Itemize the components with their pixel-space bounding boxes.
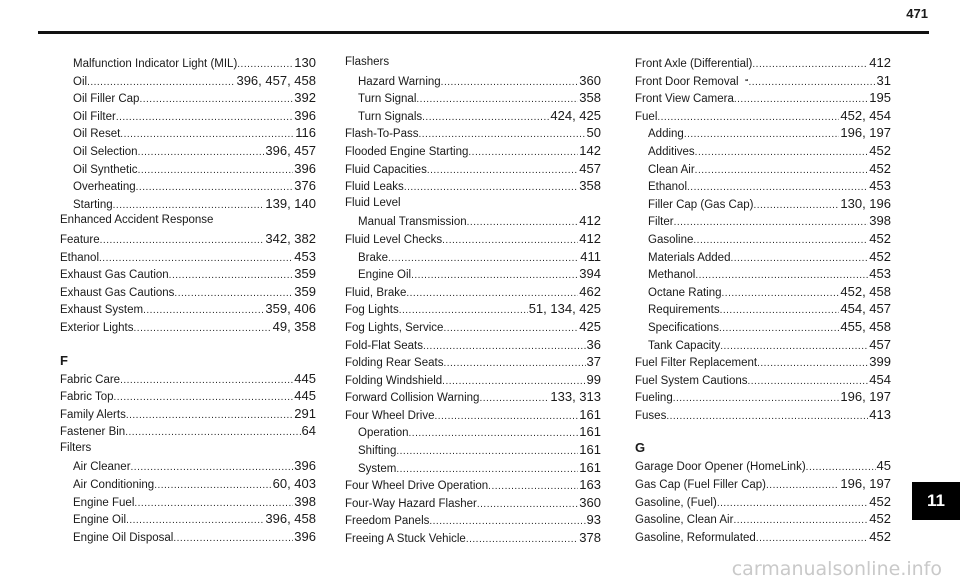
page-reference: 457 — [869, 336, 891, 352]
index-entry — [635, 475, 891, 493]
page-reference: 49, 358 — [272, 318, 316, 334]
entry-label: Flooded Engine Starting — [345, 145, 469, 158]
index-entry — [635, 406, 891, 424]
index-subentry — [60, 493, 316, 511]
index-subentry — [345, 89, 601, 107]
page-reference: 452 — [869, 230, 891, 246]
index-entry — [345, 476, 601, 494]
page-reference: 452 — [869, 493, 891, 509]
entry-label: Oil Reset — [73, 128, 121, 141]
entry-label: Requirements — [648, 304, 720, 317]
page-reference: 359, 406 — [265, 301, 316, 317]
page-reference: 359 — [294, 283, 316, 299]
entry-label: Freedom Panels — [345, 515, 430, 528]
index-entry — [345, 124, 601, 142]
index-subentry — [345, 265, 601, 283]
entry-label: Methanol — [648, 269, 696, 282]
entry-label: Oil Selection — [73, 145, 138, 158]
entry-label: Brake — [358, 251, 389, 264]
entry-label: Fold-Flat Seats — [345, 339, 423, 352]
entry-label: Fog Lights — [345, 304, 399, 317]
page-reference: 392 — [294, 90, 316, 106]
index-entry — [345, 511, 601, 529]
index-entry — [60, 248, 316, 266]
entry-label: Turn Signal — [358, 93, 417, 106]
index-entry — [635, 371, 891, 389]
entry-label: Shifting — [358, 445, 397, 458]
index-column-2 — [345, 54, 601, 547]
page-reference: 396 — [294, 107, 316, 123]
entry-label: Specifications — [648, 321, 719, 334]
page-reference: 358 — [579, 90, 601, 106]
index-subentry — [60, 124, 316, 142]
page-reference: 360 — [579, 494, 601, 510]
page-reference: 452 — [869, 160, 891, 176]
entry-label: Gasoline, (Fuel) — [635, 496, 717, 509]
page-reference: 453 — [294, 248, 316, 264]
entry-label: Enhanced Accident Response — [60, 214, 214, 227]
page-reference: 452 — [869, 142, 891, 158]
entry-label: Turn Signals — [358, 110, 423, 123]
entry-label: Fabric Care — [60, 373, 121, 386]
entry-label: Filter — [648, 216, 674, 229]
page-reference: 445 — [294, 388, 316, 404]
entry-label: Materials Added — [648, 251, 731, 264]
section-gap — [60, 336, 316, 350]
page-reference: 411 — [580, 248, 601, 264]
index-entry — [345, 195, 601, 213]
entry-label: Fluid Leaks — [345, 181, 404, 194]
entry-label: Additives — [648, 145, 695, 158]
page-reference: 50 — [586, 125, 601, 141]
index-entry — [60, 265, 316, 283]
index-subentry — [635, 336, 891, 354]
entry-label: Fuses — [635, 409, 667, 422]
index-subentry — [635, 318, 891, 336]
index-subentry — [60, 107, 316, 125]
index-entry — [60, 387, 316, 405]
index-subentry — [60, 475, 316, 493]
entry-label: Front Axle (Differential) — [635, 58, 753, 70]
index-entry — [345, 529, 601, 547]
page-reference: 161 — [579, 406, 601, 422]
page-reference: 161 — [579, 459, 601, 475]
index-entry — [60, 370, 316, 388]
entry-label: Exterior Lights — [60, 321, 134, 334]
section-letter: G — [635, 440, 646, 456]
page-reference: 142 — [579, 142, 601, 158]
index-subentry — [635, 212, 891, 230]
entry-label: Filler Cap (Gas Cap) — [648, 198, 754, 211]
entry-label: Oil Filter — [73, 110, 116, 123]
index-entry — [345, 353, 601, 371]
page-reference: 425 — [579, 318, 601, 334]
index-subentry — [635, 300, 891, 318]
entry-label: Gasoline, Clean Air — [635, 514, 734, 527]
page-reference: 45 — [876, 458, 891, 474]
page-reference: 378 — [579, 530, 601, 546]
page-reference: 413 — [869, 406, 891, 422]
entry-label: Four Wheel Drive Operation — [345, 480, 489, 493]
index-entry — [345, 388, 601, 406]
entry-label: Folding Windshield — [345, 374, 443, 387]
page-reference: 452, 454 — [840, 107, 891, 123]
page-reference: 64 — [301, 423, 316, 439]
entry-label: Engine Oil — [73, 514, 127, 527]
entry-label: Feature — [60, 233, 100, 246]
page-reference: 360 — [579, 72, 601, 88]
page-reference: 452 — [869, 528, 891, 544]
index-subentry — [60, 528, 316, 546]
entry-label: Oil Synthetic — [73, 163, 138, 176]
index-subentry — [345, 72, 601, 90]
page-reference: 454 — [869, 371, 891, 387]
page-reference: 396, 457, 458 — [236, 72, 316, 88]
entry-label: Four-Way Hazard Flasher — [345, 497, 477, 510]
entry-label: Overheating — [73, 181, 136, 194]
page-reference: 161 — [579, 424, 601, 440]
entry-label: Fuel Filter Replacement — [635, 357, 758, 370]
entry-label: Family Alerts — [60, 408, 126, 421]
entry-label: Exhaust System — [60, 304, 144, 317]
index-subentry — [635, 265, 891, 283]
index-subentry — [635, 124, 891, 142]
index-entry — [60, 212, 316, 230]
entry-label: Adding — [648, 128, 684, 141]
page-reference: 342, 382 — [265, 230, 316, 246]
page-reference: 396, 458 — [265, 511, 316, 527]
page-reference: 130 — [294, 55, 316, 70]
index-subentry — [345, 423, 601, 441]
index-entry — [345, 160, 601, 178]
entry-label: Forward Collision Warning — [345, 392, 480, 405]
page-reference: 358 — [579, 178, 601, 194]
page-reference: 196, 197 — [840, 125, 891, 141]
entry-label: Folding Rear Seats — [345, 357, 444, 370]
leader-dots — [134, 320, 272, 338]
page-reference: 133, 313 — [550, 389, 601, 405]
index-entry — [60, 422, 316, 440]
page-reference: 139, 140 — [265, 195, 316, 211]
header-rule — [38, 31, 929, 34]
index-subentry — [635, 230, 891, 248]
chapter-tab: 11 — [912, 482, 960, 520]
page-reference: 445 — [294, 370, 316, 386]
page-reference: 396 — [294, 458, 316, 474]
page-reference: 51, 134, 425 — [528, 301, 601, 317]
entry-label: Oil Filler Cap — [73, 93, 140, 106]
index-subentry — [635, 195, 891, 213]
page-reference: 130, 196 — [840, 195, 891, 211]
index-entry — [345, 494, 601, 512]
page-reference: 31 — [876, 72, 891, 88]
page-reference: 116 — [295, 125, 316, 141]
index-entry — [60, 300, 316, 318]
index-entry — [60, 230, 316, 248]
index-subentry — [60, 195, 316, 213]
index-entry — [60, 318, 316, 336]
entry-label: Fuel System Cautions — [635, 374, 748, 387]
page-reference: 453 — [869, 266, 891, 282]
entry-label: Exhaust Gas Caution — [60, 269, 169, 282]
entry-label: Four Wheel Drive — [345, 409, 435, 422]
section-letter: F — [60, 352, 68, 368]
entry-label: Starting — [73, 198, 113, 211]
index-entry — [635, 353, 891, 371]
entry-label: Fluid Level — [345, 196, 401, 209]
page-reference: 359 — [294, 266, 316, 282]
page-reference: 399 — [869, 354, 891, 370]
entry-label: Exhaust Gas Cautions — [60, 286, 175, 299]
index-subentry — [60, 160, 316, 178]
section-gap — [635, 423, 891, 437]
index-subentry — [60, 177, 316, 195]
page-reference: 412 — [579, 213, 601, 229]
entry-label: Air Conditioning — [73, 479, 155, 492]
index-entry — [345, 300, 601, 318]
index-subentry — [345, 248, 601, 266]
entry-label: Gasoline, Reformulated — [635, 531, 756, 544]
index-entry — [345, 142, 601, 160]
page-reference: 453 — [869, 178, 891, 194]
page-reference: 398 — [869, 213, 891, 229]
entry-label: System — [358, 462, 397, 475]
page-reference: 396 — [294, 528, 316, 544]
entry-label: Malfunction Indicator Light (MIL) — [73, 58, 238, 70]
page-reference: 93 — [586, 512, 601, 528]
page-number: 471 — [906, 6, 928, 21]
entry-label: Ethanol — [60, 251, 100, 264]
entry-label: Clean Air — [648, 163, 695, 176]
entry-label: Freeing A Stuck Vehicle — [345, 533, 466, 546]
entry-label: Engine Oil Disposal — [73, 531, 174, 544]
index-entry — [345, 318, 601, 336]
page-reference: 454, 457 — [840, 301, 891, 317]
index-subentry — [635, 283, 891, 301]
entry-label: Front View Camera — [635, 93, 734, 106]
page-reference: 36 — [586, 336, 601, 352]
index-entry — [345, 336, 601, 354]
page-reference: 37 — [586, 354, 601, 370]
index-subentry — [635, 160, 891, 178]
index-entry — [60, 405, 316, 423]
page-reference: 195 — [869, 90, 891, 106]
index-column-1 — [60, 54, 316, 545]
index-subentry — [60, 457, 316, 475]
entry-label: Gasoline — [648, 233, 694, 246]
index-entry — [635, 457, 891, 475]
entry-label: Hazard Warning — [358, 75, 441, 88]
page-reference: 462 — [579, 283, 601, 299]
leader-dots — [666, 408, 868, 426]
entry-label: Front Door Removal — [635, 75, 739, 88]
index-entry — [345, 283, 601, 301]
leader-dots — [466, 531, 578, 549]
entry-label: Flashers — [345, 56, 390, 68]
page-reference: 196, 197 — [840, 389, 891, 405]
entry-label: Tank Capacity — [648, 339, 721, 352]
entry-label: Ethanol — [648, 181, 688, 194]
index-subentry — [345, 441, 601, 459]
index-entry — [635, 388, 891, 406]
index-entry — [345, 406, 601, 424]
index-subentry — [60, 72, 316, 90]
entry-label: Engine Oil — [358, 269, 412, 282]
index-entry — [345, 177, 601, 195]
entry-label: Garage Door Opener (HomeLink) — [635, 461, 806, 474]
page-reference: 376 — [294, 178, 316, 194]
index-entry — [345, 230, 601, 248]
index-entry — [635, 510, 891, 528]
index-subentry — [345, 212, 601, 230]
entry-label: Oil — [73, 75, 88, 88]
page-reference: 394 — [579, 266, 601, 282]
page-reference: 60, 403 — [272, 476, 316, 492]
index-subentry — [60, 142, 316, 160]
page-reference: 291 — [294, 405, 316, 421]
entry-label: Air Cleaner — [73, 461, 131, 474]
entry-label: Octane Rating — [648, 286, 722, 299]
index-entry — [635, 528, 891, 546]
index-subentry — [635, 142, 891, 160]
entry-label: Gas Cap (Fuel Filler Cap) — [635, 479, 767, 492]
page-reference: 396, 457 — [265, 142, 316, 158]
entry-label: Fluid, Brake — [345, 286, 407, 299]
index-subentry — [60, 89, 316, 107]
index-subentry — [60, 510, 316, 528]
index-entry — [60, 440, 316, 458]
leader-dots — [756, 530, 868, 548]
entry-label: Filters — [60, 441, 92, 454]
entry-label: Operation — [358, 427, 409, 440]
index-entry — [635, 89, 891, 107]
entry-label: Manual Transmission — [358, 216, 467, 229]
entry-label: Fog Lights, Service — [345, 321, 444, 334]
index-entry — [635, 107, 891, 125]
page-reference: 455, 458 — [840, 318, 891, 334]
page-reference: 396 — [294, 160, 316, 176]
index-subentry — [635, 248, 891, 266]
page-reference: 452, 458 — [840, 283, 891, 299]
entry-label: Fluid Level Checks — [345, 233, 443, 246]
watermark: carmanualsonline.info — [731, 558, 942, 580]
index-entry — [635, 493, 891, 511]
index-entry — [345, 371, 601, 389]
entry-label: Fuel — [635, 110, 658, 123]
index-entry — [345, 54, 601, 72]
entry-label: Fluid Capacities — [345, 163, 427, 176]
index-entry — [635, 72, 891, 90]
page-reference: 161 — [579, 442, 601, 458]
entry-label: Fastener Bin — [60, 426, 126, 439]
index-subentry — [635, 177, 891, 195]
page-reference: 196, 197 — [840, 476, 891, 492]
index-subentry — [345, 459, 601, 477]
page-reference: 452 — [869, 511, 891, 527]
entry-label: Fabric Top — [60, 391, 114, 404]
page-reference: 452 — [869, 248, 891, 264]
index-entry — [635, 54, 891, 72]
page-reference: 412 — [579, 230, 601, 246]
page-reference: 398 — [294, 493, 316, 509]
page-reference: 424, 425 — [550, 107, 601, 123]
index-column-3 — [635, 54, 891, 545]
index-subentry — [60, 54, 316, 72]
page-reference: 163 — [579, 477, 601, 493]
entry-label: Fueling — [635, 392, 673, 405]
page-reference: 99 — [586, 371, 601, 387]
entry-label: Flash-To-Pass — [345, 128, 419, 141]
page-reference: 412 — [869, 55, 891, 70]
index-subentry — [345, 107, 601, 125]
leader-dots — [173, 530, 293, 548]
entry-label: Engine Fuel — [73, 496, 135, 509]
page-reference: 457 — [579, 160, 601, 176]
index-entry — [60, 283, 316, 301]
